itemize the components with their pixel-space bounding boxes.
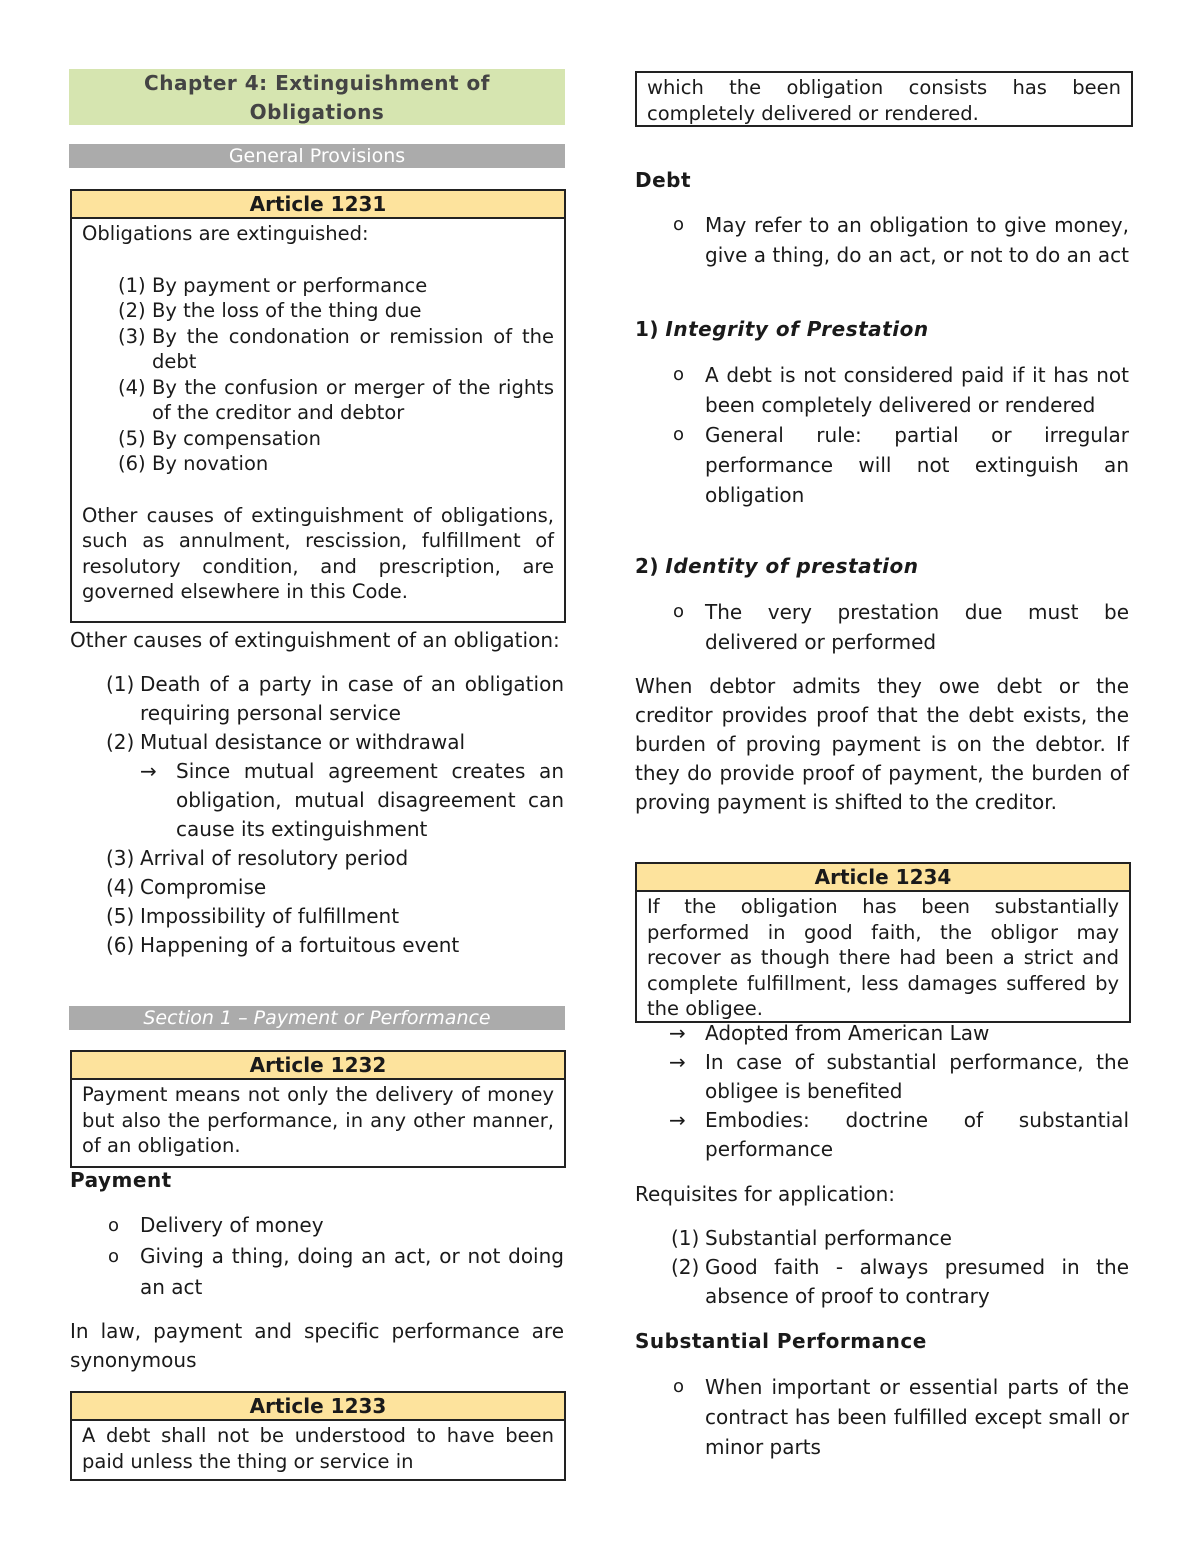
payment-note: In law, payment and specific performance are synonymous bbox=[70, 1319, 564, 1372]
article-1234-notes bbox=[635, 1019, 1129, 1164]
list-item: (5) By compensation bbox=[118, 426, 321, 450]
list-item: (3) Arrival of resolutory period bbox=[106, 846, 409, 870]
list-item: (4) Compromise bbox=[106, 875, 267, 899]
list-item: (1) Death of a party in case of an obligation requiring personal service bbox=[106, 672, 564, 725]
payment-section bbox=[70, 1166, 564, 1375]
bullet-icon: o bbox=[673, 424, 685, 445]
article-1232 bbox=[70, 1050, 566, 1168]
list-item: (2) Good faith - always presumed in the absence of proof to contrary bbox=[671, 1255, 1129, 1308]
list-item: (1) Substantial performance bbox=[671, 1226, 952, 1250]
list-item: (2) Mutual desistance or withdrawal bbox=[106, 730, 466, 754]
list-item: (3) By the condonation or remission of the debt bbox=[118, 324, 554, 373]
list-item: o Giving a thing, doing an act, or not doing an act bbox=[70, 1241, 564, 1303]
article-1231 bbox=[70, 189, 566, 623]
burden-paragraph: When debtor admits they owe debt or the creditor provides proof that the debt exists, the burden of proving payment is on the debtor. If they do provide proof of payment, the burden of proving payment is shifted to the creditor. bbox=[635, 674, 1129, 814]
other-causes-list bbox=[106, 670, 564, 960]
article-1233 bbox=[70, 1391, 566, 1481]
integrity-section bbox=[635, 315, 1129, 510]
bullet-icon: o bbox=[673, 601, 685, 622]
identity-bullets bbox=[635, 597, 1129, 657]
list-item: o The very prestation due must be delivered or performed bbox=[635, 597, 1129, 657]
list-item: (5) Impossibility of fulfillment bbox=[106, 904, 400, 928]
article-1231-header: Article 1231 bbox=[70, 189, 566, 219]
list-item: (4) By the confusion or merger of the rights of the creditor and debtor bbox=[118, 375, 554, 424]
arrow-icon: → bbox=[669, 1108, 686, 1132]
list-item: → Adopted from American Law bbox=[635, 1019, 1129, 1048]
list-item: o May refer to an obligation to give money, give a thing, do an act, or not to do an act bbox=[635, 210, 1129, 270]
article-1231-list bbox=[118, 273, 554, 477]
integrity-bullets bbox=[635, 360, 1129, 510]
bullet-icon: o bbox=[673, 214, 685, 235]
arrow-icon: → bbox=[669, 1050, 686, 1074]
identity-heading: 2) Identity of prestation bbox=[635, 554, 919, 578]
bullet-icon: o bbox=[673, 364, 685, 385]
list-item: o General rule: partial or irregular performance will not extinguish an obligation bbox=[635, 420, 1129, 510]
article-1232-body: Payment means not only the delivery of money but also the performance, in any other manner, of an obligation. bbox=[70, 1080, 566, 1168]
list-item: (1) By payment or performance bbox=[118, 273, 428, 297]
article-1231-closing: Other causes of extinguishment of obligations, such as annulment, rescission, fulfillment of resolutory condition, and prescription, are governed elsewhere in this Code. bbox=[82, 503, 554, 603]
requisites-section bbox=[635, 1180, 1129, 1311]
list-item: (6) Happening of a fortuitous event bbox=[106, 933, 460, 957]
payment-heading: Payment bbox=[70, 1168, 172, 1192]
sub-note: → Since mutual agreement creates an obligation, mutual disagreement can cause its extinguishment bbox=[140, 759, 564, 841]
list-item: → In case of substantial performance, the obligee is benefited bbox=[669, 1050, 1129, 1103]
arrow-icon: → bbox=[669, 1021, 686, 1045]
list-item: o When important or essential parts of the contract has been fulfilled except small or minor parts bbox=[635, 1372, 1129, 1462]
list-item: (6) By novation bbox=[118, 452, 269, 475]
list-item: o Delivery of money bbox=[70, 1210, 564, 1241]
section-1-bar: Section 1 – Payment or Performance bbox=[69, 1006, 565, 1030]
article-1234-header: Article 1234 bbox=[635, 862, 1131, 892]
bullet-icon: o bbox=[673, 1376, 685, 1397]
integrity-heading: 1) Integrity of Prestation bbox=[635, 317, 929, 341]
requisites-intro: Requisites for application: bbox=[635, 1182, 896, 1206]
debt-section bbox=[635, 166, 1129, 270]
requisites-list bbox=[671, 1224, 1129, 1311]
substantial-bullets bbox=[635, 1372, 1129, 1462]
debt-heading: Debt bbox=[635, 168, 692, 192]
other-causes-intro: Other causes of extinguishment of an obligation: bbox=[70, 628, 560, 652]
bullet-icon: o bbox=[108, 1215, 120, 1236]
article-1232-header: Article 1232 bbox=[70, 1050, 566, 1080]
arrow-icon: → bbox=[140, 759, 157, 783]
general-provisions-bar: General Provisions bbox=[69, 144, 565, 168]
chapter-title: Chapter 4: Extinguishment of Obligations bbox=[69, 69, 565, 125]
article-1231-intro: Obligations are extinguished: bbox=[82, 222, 369, 245]
other-causes bbox=[70, 626, 564, 960]
substantial-section bbox=[635, 1327, 1129, 1462]
article-1231-body bbox=[70, 219, 566, 623]
identity-section bbox=[635, 552, 1129, 657]
article-1234-body: If the obligation has been substantially performed in good faith, the obligor may recover as though there had been a strict and complete fulfillment, less damages suffered by the obligee. bbox=[635, 892, 1131, 1023]
substantial-heading: Substantial Performance bbox=[635, 1329, 927, 1353]
list-item: o A debt is not considered paid if it has not been completely delivered or rendered bbox=[635, 360, 1129, 420]
article-1233-body: A debt shall not be understood to have been paid unless the thing or service in bbox=[70, 1421, 566, 1481]
article-1233-continued: which the obligation consists has been completely delivered or rendered. bbox=[635, 71, 1133, 127]
payment-bullets bbox=[70, 1210, 564, 1303]
list-item: (2) By the loss of the thing due bbox=[118, 299, 422, 322]
bullet-icon: o bbox=[108, 1246, 120, 1267]
list-item: → Embodies: doctrine of substantial performance bbox=[669, 1108, 1129, 1161]
article-1233-header: Article 1233 bbox=[70, 1391, 566, 1421]
debt-bullets bbox=[635, 210, 1129, 270]
article-1234 bbox=[635, 862, 1131, 1023]
